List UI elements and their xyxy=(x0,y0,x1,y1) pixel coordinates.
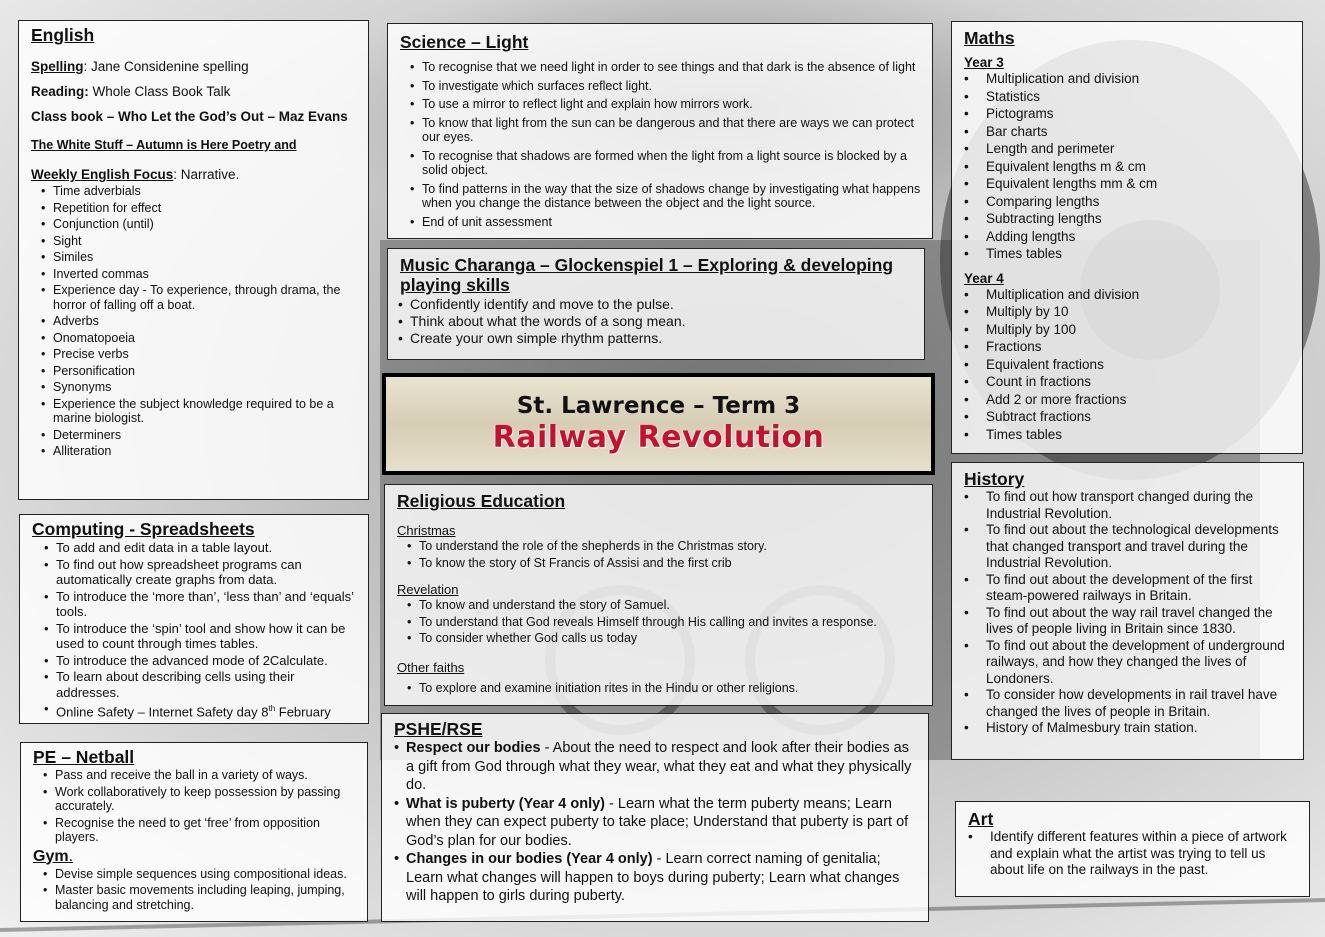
list-item: • Recognise the need to get ‘free’ from opposition players. xyxy=(45,816,357,845)
year3-list xyxy=(964,70,1292,263)
list-item: • Create your own simple rhythm patterns. xyxy=(400,330,914,347)
weekly-focus-text: : Narrative. xyxy=(173,167,240,182)
list-item: • Times tables xyxy=(966,245,1292,263)
re-christmas-list xyxy=(397,539,922,570)
list-item: • Similes xyxy=(43,250,358,265)
list-item: • To know and understand the story of Samuel. xyxy=(409,598,922,613)
re-christmas-label: Christmas xyxy=(397,523,456,538)
english-heading: English xyxy=(31,25,95,45)
list-item: • Comparing lengths xyxy=(966,193,1292,211)
list-item: • To understand the role of the shepherds in the Christmas story. xyxy=(409,539,922,554)
list-item: • Multiply by 10 xyxy=(966,303,1292,321)
list-item: • Pictograms xyxy=(966,105,1292,123)
year4-list xyxy=(964,286,1292,444)
list-item: • Equivalent lengths mm & cm xyxy=(966,175,1292,193)
list-item: • Inverted commas xyxy=(43,267,358,282)
list-item: • Multiply by 100 xyxy=(966,321,1292,339)
list-item: • Determiners xyxy=(43,428,358,443)
year3-label: Year 3 xyxy=(964,55,1004,70)
year4-label: Year 4 xyxy=(964,270,1004,286)
list-item: • To find patterns in the way that the size of shadows change by investigating what happens when you change the distance between the object and the light source. xyxy=(412,182,922,211)
list-item: • To use a mirror to reflect light and explain how mirrors work. xyxy=(412,97,922,112)
online-safety-sup: th xyxy=(268,704,276,713)
list-item: • Think about what the words of a song mean. xyxy=(400,313,914,330)
pshe-item-text: - About the need to respect and look after their bodies as a gift from God through what they wear, what they eat and what they physically do. xyxy=(406,740,912,793)
science-heading: Science – Light xyxy=(400,32,529,52)
computing-panel xyxy=(19,514,369,724)
topic-title: Railway Revolution xyxy=(492,420,825,455)
list-item: • To find out about the technological developments that changed transport and travel during the Industrial Revolution. xyxy=(966,522,1293,572)
list-item: • To recognise that shadows are formed when the light from a light source is blocked by a solid object. xyxy=(412,149,922,178)
re-revelation-list xyxy=(397,598,922,646)
pshe-item-title: What is puberty (Year 4 only) xyxy=(406,795,606,812)
list-item: • To find out about the development of the first steam-powered railways in Britain. xyxy=(966,572,1293,605)
list-item xyxy=(46,701,358,720)
list-item: • Devise simple sequences using compositional ideas. xyxy=(45,867,357,882)
list-item: • To introduce the ‘spin’ tool and show how it can be used to count through times tables. xyxy=(46,621,358,652)
pshe-item-text: - Learn correct naming of genitalia; Learn what changes will happen to boys during puberty; Learn what changes will happen to girls during puberty. xyxy=(406,851,900,904)
list-item: • To find out about the development of underground railways, and how they changed the lives of Londoners. xyxy=(966,638,1293,688)
list-item: • Count in fractions xyxy=(966,373,1292,391)
pshe-list xyxy=(394,739,918,906)
science-list xyxy=(400,60,922,229)
class-book: Class book – Who Let the God’s Out – Maz Evans xyxy=(31,109,348,124)
list-item: • To know that light from the sun can be dangerous and that there are ways we can protect our eyes. xyxy=(412,116,922,145)
list-item: • To explore and examine initiation rites in the Hindu or other religions. xyxy=(409,681,922,696)
music-list xyxy=(400,296,914,347)
pshe-item-text: - Learn what the term puberty means; Learn when they can expect puberty to take place; Understand that puberty is part of God’s plan for our bodies. xyxy=(406,795,909,849)
maths-heading: Maths xyxy=(964,28,1015,48)
list-item: • Statistics xyxy=(966,88,1292,106)
list-item: • Experience day - To experience, through drama, the horror of falling off a boat. xyxy=(43,283,358,312)
list-item: • To consider how developments in rail travel have changed the lives of people in Britain. xyxy=(966,687,1293,720)
list-item: • To introduce the ‘more than’, ‘less than’ and ‘equals’ tools. xyxy=(46,589,358,620)
list-item: • To investigate which surfaces reflect light. xyxy=(412,79,922,94)
pshe-panel xyxy=(381,713,929,922)
list-item: • To learn about describing cells using their addresses. xyxy=(46,669,358,700)
list-item: • Master basic movements including leaping, jumping, balancing and stretching. xyxy=(45,883,357,912)
online-safety-text: Online Safety – Internet Safety day 8 xyxy=(56,704,269,720)
list-item: • Personification xyxy=(43,364,358,379)
history-panel xyxy=(951,462,1304,760)
list-item: • Onomatopoeia xyxy=(43,331,358,346)
list-item: • To understand that God reveals Himself through His calling and invites a response. xyxy=(409,615,922,630)
list-item: • Multiplication and division xyxy=(966,286,1292,304)
re-other-faiths-label: Other faiths xyxy=(397,659,465,675)
list-item: • Experience the subject knowledge required to be a marine biologist. xyxy=(43,397,358,426)
reading-label: Reading: xyxy=(31,84,89,99)
list-item: • Work collaboratively to keep possession by passing accurately. xyxy=(45,785,357,814)
music-heading: Music Charanga – Glockenspiel 1 – Exploring & developing playing skills xyxy=(400,255,894,295)
list-item: • Time adverbials xyxy=(43,184,358,199)
list-item: • Conjunction (until) xyxy=(43,217,358,232)
re-revelation-label: Revelation xyxy=(397,582,459,597)
list-item: • End of unit assessment xyxy=(412,215,922,230)
list-item: • Fractions xyxy=(966,338,1292,356)
re-panel xyxy=(384,484,933,706)
pshe-heading: PSHE/RSE xyxy=(394,719,483,739)
list-item: • Times tables xyxy=(966,426,1292,444)
pe-list xyxy=(33,768,357,845)
list-item: • Equivalent fractions xyxy=(966,356,1292,374)
computing-heading: Computing - Spreadsheets xyxy=(32,519,255,539)
history-list xyxy=(964,489,1293,737)
list-item: • Bar charts xyxy=(966,123,1292,141)
reading-text: Whole Class Book Talk xyxy=(88,84,231,99)
pshe-item-title: Respect our bodies xyxy=(406,740,541,756)
pshe-item-title: Changes in our bodies (Year 4 only) xyxy=(406,851,653,867)
music-panel xyxy=(387,248,925,360)
art-list xyxy=(968,829,1299,879)
list-item: • Repetition for effect xyxy=(43,201,358,216)
list-item: • To know the story of St Francis of Assisi and the first crib xyxy=(409,556,922,571)
list-item: • Identify different features within a piece of artwork and explain what the artist was trying to tell us about life on the railways in the past. xyxy=(970,829,1299,879)
computing-list xyxy=(32,540,358,720)
art-heading: Art xyxy=(968,809,994,829)
reading-line xyxy=(31,84,358,99)
list-item xyxy=(396,795,918,851)
list-item: • Length and perimeter xyxy=(966,140,1292,158)
list-item: • Pass and receive the ball in a variety of ways. xyxy=(45,768,357,783)
online-safety-end: February xyxy=(275,704,331,720)
list-item: • To find out about the way rail travel changed the lives of people living in Britain since 1830. xyxy=(966,605,1293,638)
list-item: • Adverbs xyxy=(43,314,358,329)
list-item: • To introduce the advanced mode of 2Calculate. xyxy=(46,653,358,669)
list-item: • To find out how transport changed during the Industrial Revolution. xyxy=(966,489,1293,522)
list-item xyxy=(396,850,918,906)
title-banner xyxy=(382,373,935,475)
spelling-line xyxy=(31,59,358,74)
list-item: • Sight xyxy=(43,234,358,249)
list-item: • Equivalent lengths m & cm xyxy=(966,158,1292,176)
spelling-label: Spelling xyxy=(31,59,84,74)
list-item: • Subtract fractions xyxy=(966,408,1292,426)
list-item: • To add and edit data in a table layout. xyxy=(46,540,358,556)
list-item: • To consider whether God calls us today xyxy=(409,631,922,646)
list-item: • Synonyms xyxy=(43,380,358,395)
list-item: • Add 2 or more fractions xyxy=(966,391,1292,409)
list-item: • Adding lengths xyxy=(966,228,1292,246)
term-title: St. Lawrence – Term 3 xyxy=(516,393,801,419)
list-item: • Alliteration xyxy=(43,444,358,459)
pe-heading: PE – Netball xyxy=(33,747,135,767)
re-other-faiths-list xyxy=(397,681,922,696)
gym-list xyxy=(33,867,357,913)
art-panel xyxy=(955,801,1310,897)
history-heading: History xyxy=(964,469,1025,489)
list-item xyxy=(396,739,918,795)
pe-panel xyxy=(20,742,368,922)
list-item: • Precise verbs xyxy=(43,347,358,362)
science-panel xyxy=(387,23,933,239)
list-item: • History of Malmesbury train station. xyxy=(966,720,1293,737)
weekly-focus-label: Weekly English Focus xyxy=(31,167,174,182)
maths-panel xyxy=(951,21,1303,454)
list-item: • Multiplication and division xyxy=(966,70,1292,88)
spelling-text: : Jane Considenine spelling xyxy=(83,59,249,74)
list-item: • To find out how spreadsheet programs can automatically create graphs from data. xyxy=(46,557,358,588)
weekly-focus-line xyxy=(31,167,358,182)
list-item: • To recognise that we need light in order to see things and that dark is the absence of light xyxy=(412,60,922,75)
english-panel xyxy=(18,20,369,500)
poetry-line: The White Stuff – Autumn is Here Poetry and xyxy=(31,138,297,152)
english-list xyxy=(31,184,358,459)
re-heading: Religious Education xyxy=(397,491,566,511)
list-item: • Confidently identify and move to the pulse. xyxy=(400,296,914,313)
gym-heading: Gym. xyxy=(33,847,74,865)
list-item: • Subtracting lengths xyxy=(966,210,1292,228)
